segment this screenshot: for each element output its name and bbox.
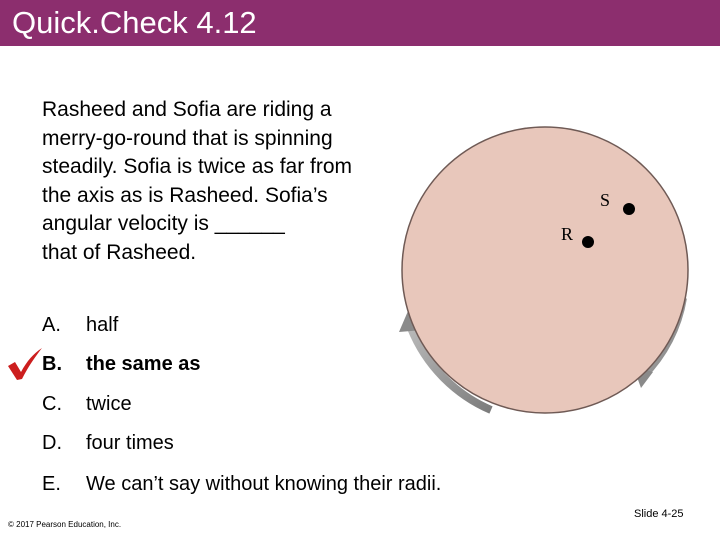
- answer-text: half: [86, 314, 119, 336]
- merry-go-round-figure: [395, 120, 710, 420]
- label-s: S: [600, 190, 611, 210]
- question-line: angular velocity is ______: [42, 212, 285, 235]
- answer-letter: E.: [42, 473, 61, 495]
- sofia-dot: [623, 203, 635, 215]
- check-mark-icon: [5, 346, 45, 382]
- question-line: that of Rasheed.: [42, 240, 197, 264]
- slide-number: Slide 4-25: [634, 508, 684, 520]
- question-line: steadily. Sofia is twice as far from: [42, 155, 353, 178]
- question-text: [42, 96, 422, 267]
- rasheed-dot: [582, 236, 594, 248]
- answer-letter: B.: [42, 353, 62, 375]
- answer-letter: A.: [42, 314, 61, 336]
- slide-title: Quick.Check 4.12: [12, 5, 257, 40]
- answer-letter: C.: [42, 393, 62, 415]
- title-bar: [0, 0, 720, 46]
- answer-text: four times: [86, 432, 174, 454]
- answer-text: We can’t say without knowing their radii.: [86, 473, 442, 495]
- copyright-text: © 2017 Pearson Education, Inc.: [8, 520, 122, 529]
- question-line: the axis as is Rasheed. Sofia’s: [42, 183, 328, 207]
- merry-go-round-disk: [402, 127, 688, 413]
- question-line: merry-go-round that is spinning: [42, 126, 333, 150]
- answer-letter: D.: [42, 432, 62, 454]
- answer-text: twice: [86, 393, 132, 415]
- answer-text: the same as: [86, 353, 201, 375]
- label-r: R: [561, 224, 574, 244]
- question-line: Rasheed and Sofia are riding a: [42, 98, 332, 121]
